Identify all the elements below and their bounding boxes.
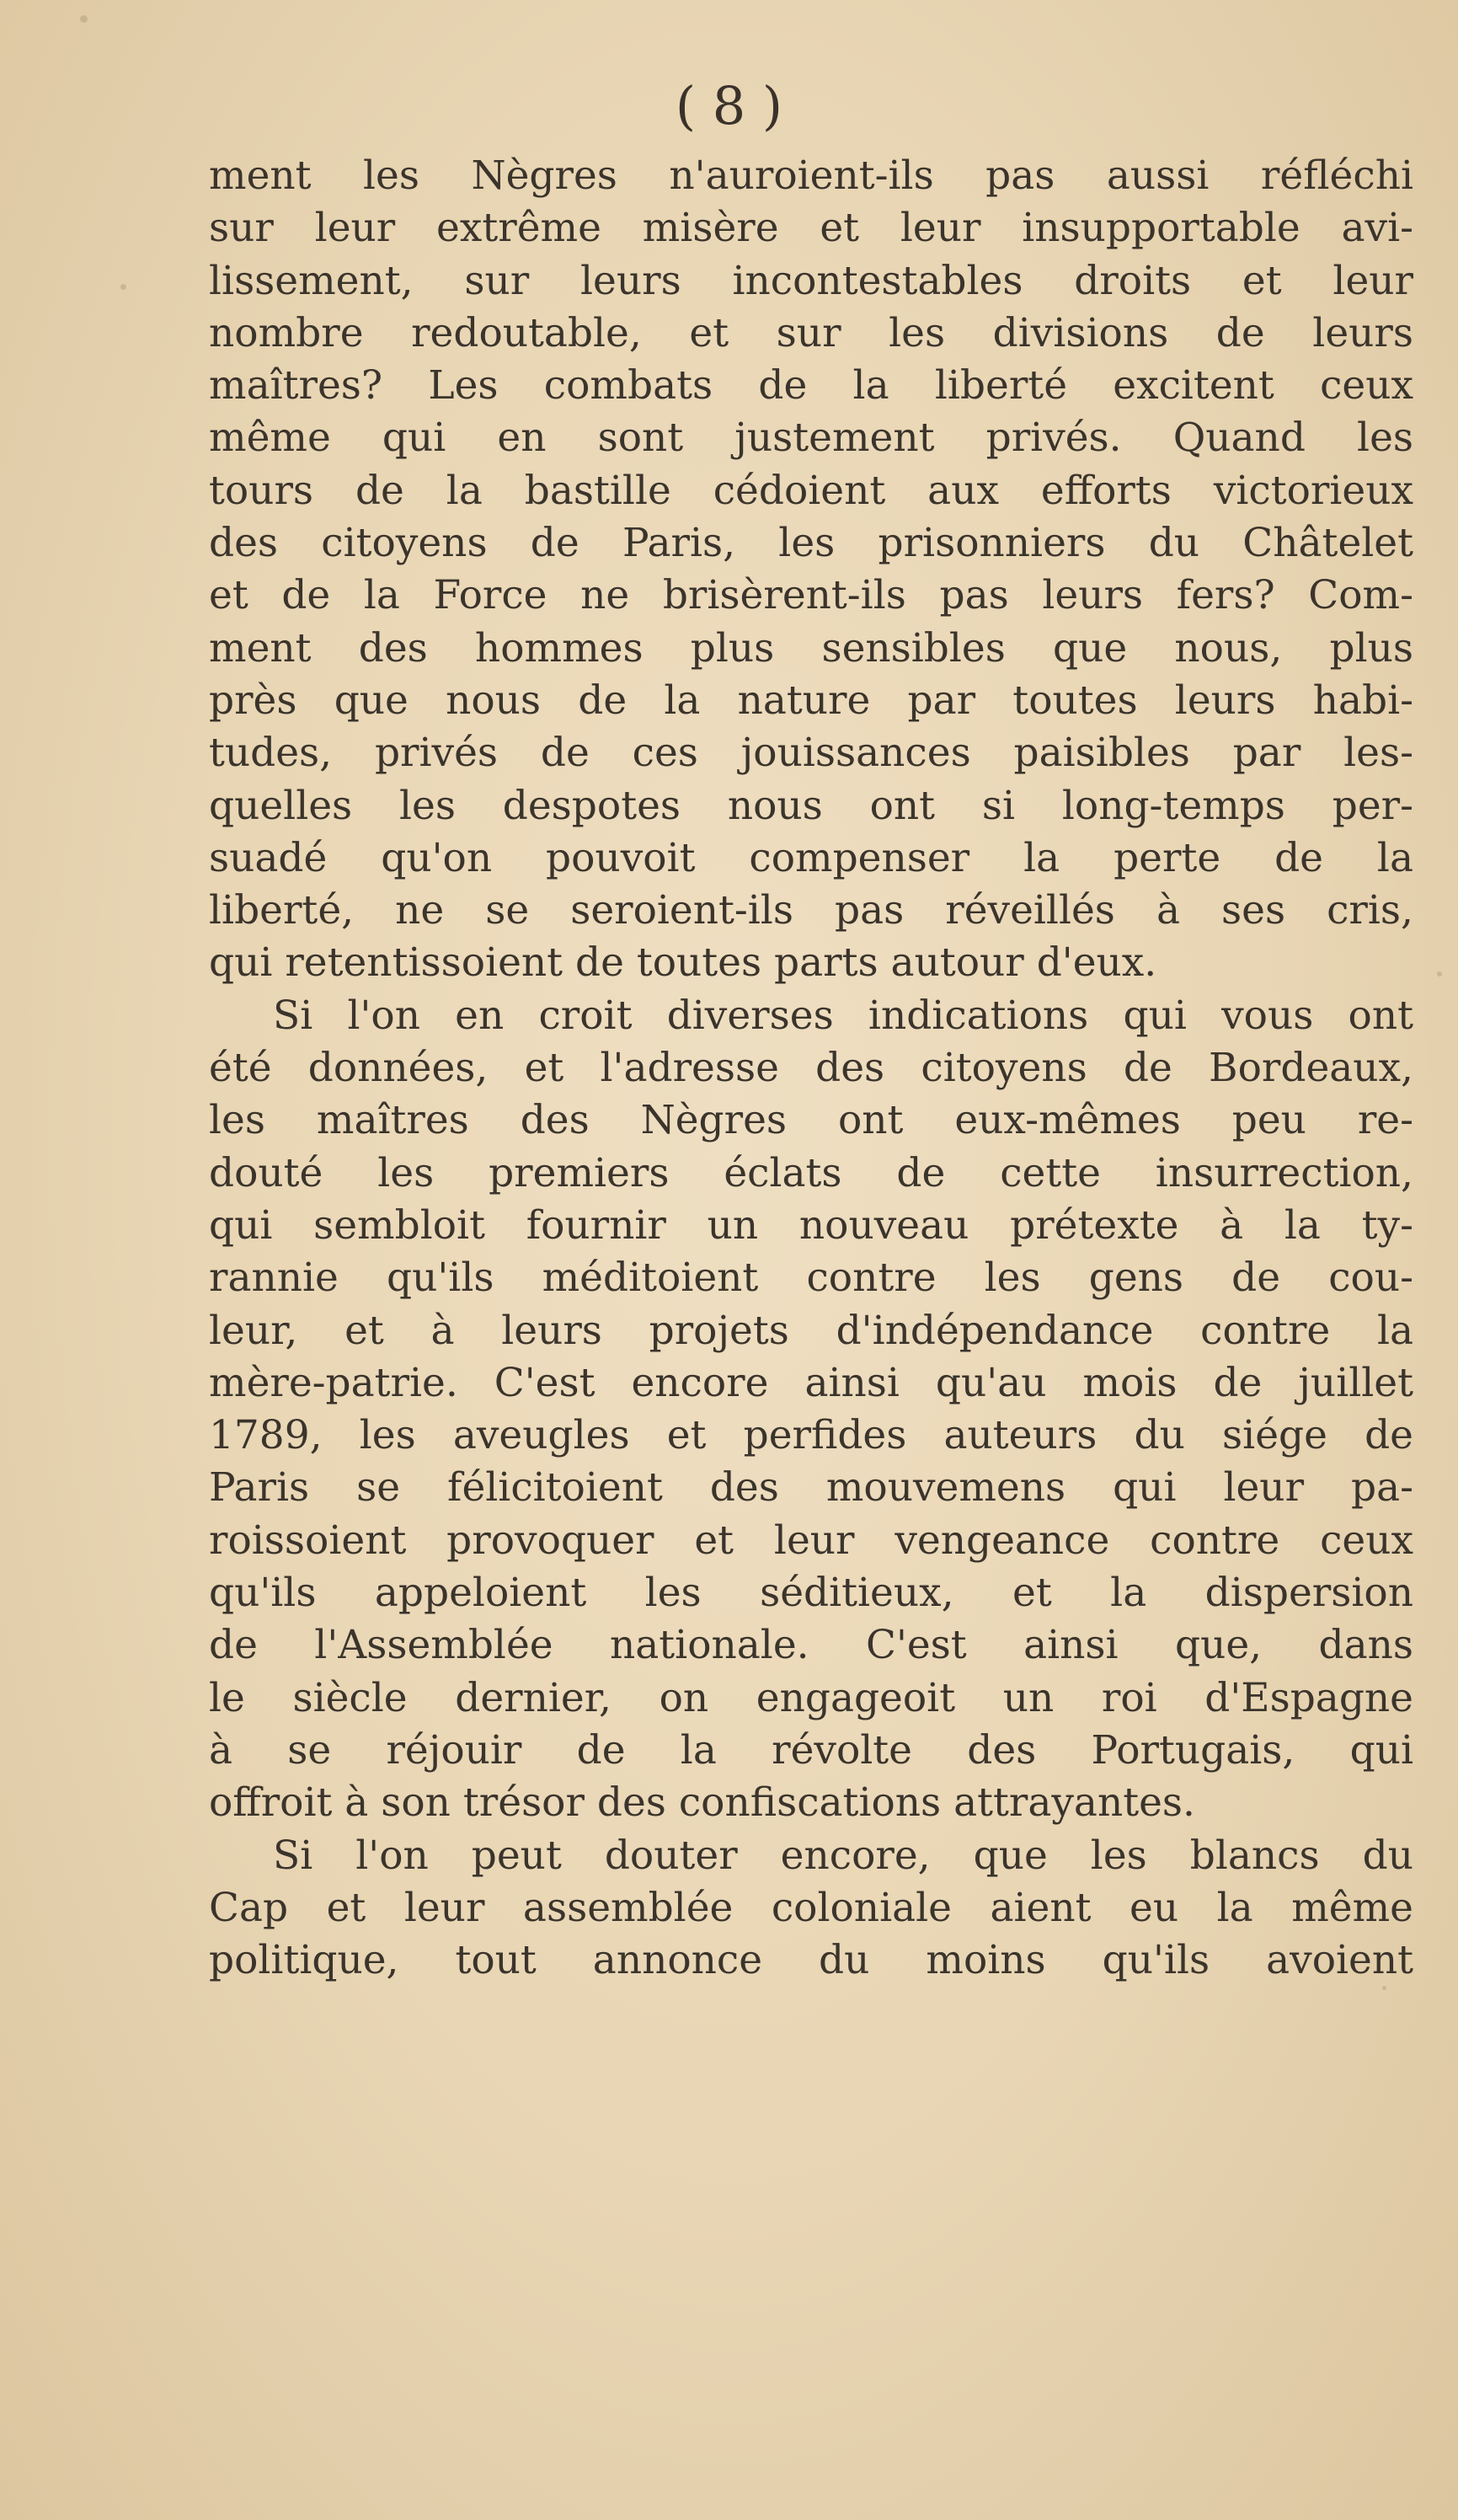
text-line: qui sembloit fournir un nouveau prétexte à la ty-: [209, 1201, 1413, 1249]
text-line: été données, et l'adresse des citoyens de Bordeaux,: [209, 1045, 1413, 1092]
text-line: 1789, les aveugles et perfides auteurs du siége de: [209, 1412, 1413, 1459]
text-line: offroit à son trésor des confiscations attrayantes.: [209, 1779, 1195, 1827]
text-line: Paris se félicitoient des mouvemens qui leur pa-: [209, 1464, 1413, 1511]
text-line: politique, tout annonce du moins qu'ils avoient: [209, 1937, 1413, 1984]
text-line: nombre redoutable, et sur les divisions de leurs: [209, 309, 1413, 356]
text-line: et de la Force ne brisèrent-ils pas leurs fers? Com-: [209, 572, 1413, 619]
text-line: douté les premiers éclats de cette insurrection,: [209, 1149, 1413, 1196]
body-text: [209, 150, 1413, 1987]
text-line: les maîtres des Nègres ont eux-mêmes peu re-: [209, 1097, 1413, 1144]
text-line: le siècle dernier, on engageoit un roi d'Espagne: [209, 1674, 1413, 1721]
text-line: même qui en sont justement privés. Quand les: [209, 415, 1413, 462]
text-line: ment les Nègres n'auroient-ils pas aussi réfléchi: [209, 152, 1413, 199]
text-line: rannie qu'ils méditoient contre les gens de cou-: [209, 1255, 1413, 1302]
paper-speck: [1382, 1986, 1386, 1990]
text-line: qui retentissoient de toutes parts autour d'eux.: [209, 939, 1157, 987]
page-number: ( 8 ): [675, 75, 783, 136]
text-line: maîtres? Les combats de la liberté excitent ceux: [209, 362, 1413, 409]
text-line: tudes, privés de ces jouissances paisibles par les-: [209, 730, 1413, 777]
text-line: leur, et à leurs projets d'indépendance contre la: [209, 1307, 1413, 1354]
text-line: près que nous de la nature par toutes leurs habi-: [209, 677, 1413, 724]
text-line: des citoyens de Paris, les prisonniers du Châtelet: [209, 520, 1413, 567]
text-line: Si l'on en croit diverses indications qui vous ont: [273, 992, 1413, 1039]
text-line: qu'ils appeloient les séditieux, et la dispersion: [209, 1570, 1413, 1617]
paper-speck: [80, 15, 88, 23]
text-line: ment des hommes plus sensibles que nous, plus: [209, 624, 1413, 671]
text-line: Si l'on peut douter encore, que les blancs du: [273, 1832, 1413, 1879]
text-line: sur leur extrême misère et leur insupportable avi-: [209, 205, 1413, 252]
text-line: mère-patrie. C'est encore ainsi qu'au mois de juillet: [209, 1359, 1413, 1406]
paper-speck: [1437, 971, 1442, 976]
text-line: tours de la bastille cédoient aux efforts victorieux: [209, 467, 1413, 514]
paper-speck: [120, 284, 126, 290]
text-line: liberté, ne se seroient-ils pas réveillés à ses cris,: [209, 887, 1413, 934]
text-line: quelles les despotes nous ont si long-temps per-: [209, 782, 1413, 829]
text-line: lissement, sur leurs incontestables droits et leur: [209, 257, 1413, 304]
text-line: roissoient provoquer et leur vengeance contre ceux: [209, 1517, 1413, 1564]
text-line: de l'Assemblée nationale. C'est ainsi que, dans: [209, 1622, 1413, 1669]
text-line: à se réjouir de la révolte des Portugais, qui: [209, 1726, 1413, 1774]
text-line: suadé qu'on pouvoit compenser la perte de la: [209, 834, 1413, 881]
text-line: Cap et leur assemblée coloniale aient eu la même: [209, 1884, 1413, 1931]
